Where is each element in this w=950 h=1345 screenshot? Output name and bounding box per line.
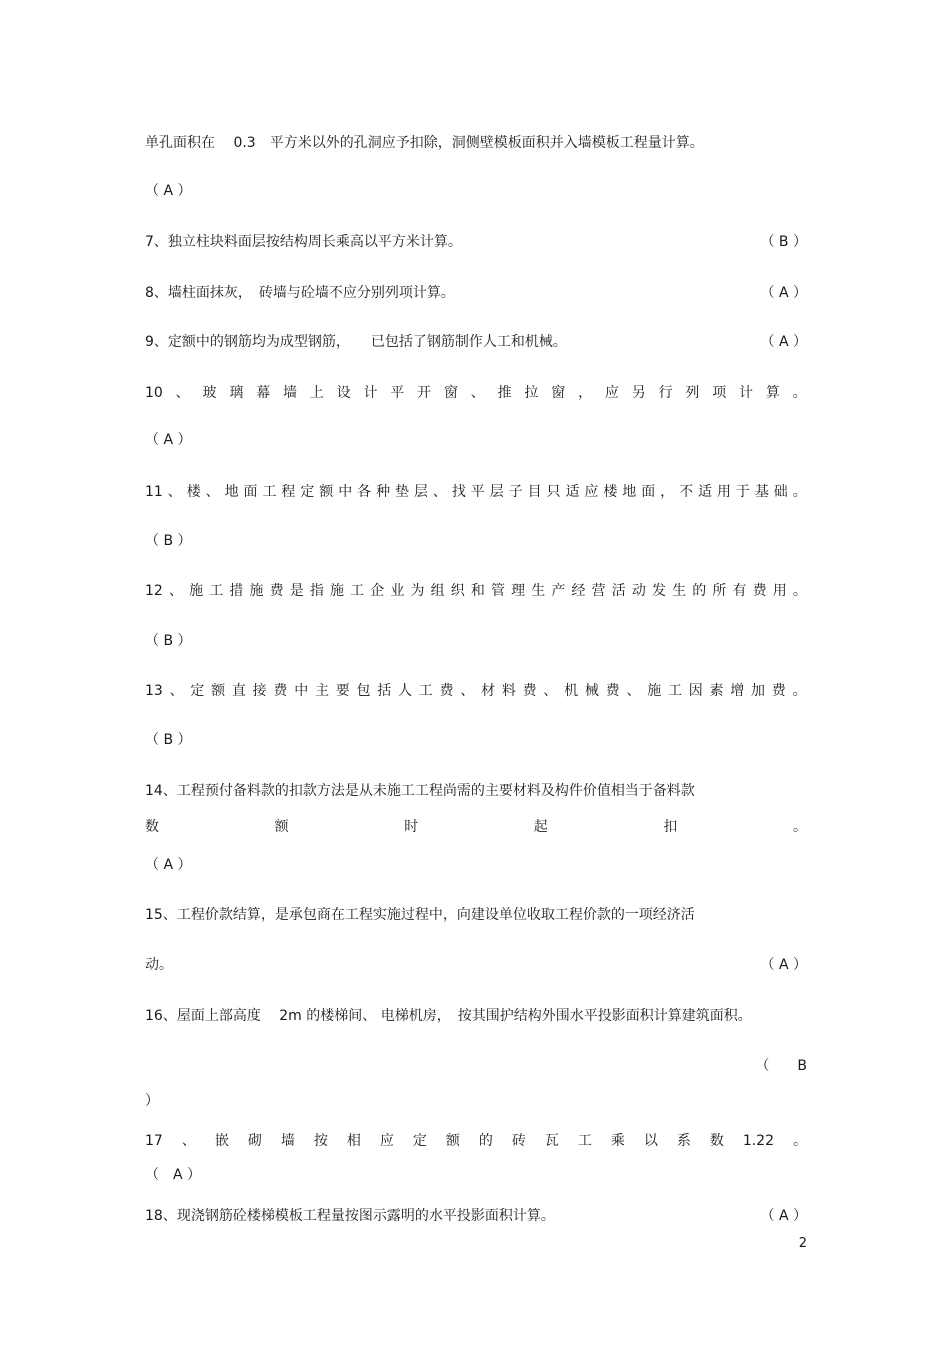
text-token: 织	[450, 583, 465, 599]
text-token: 上	[309, 385, 324, 401]
question-9: 9、定额中的钢筋均为成型钢筋， 已包括了钢筋制作人工和机械。	[145, 334, 567, 350]
text-token: 接	[252, 683, 267, 699]
text-token: 应	[604, 385, 619, 401]
text-token: 加	[751, 683, 766, 699]
text-token: 因	[688, 683, 703, 699]
text-token: 额	[274, 819, 289, 835]
text-token: 材	[481, 683, 496, 699]
text-token: 。	[792, 484, 807, 500]
text-token: 嵌	[214, 1133, 229, 1149]
text-token: 以	[643, 1133, 658, 1149]
text-token: 。	[792, 819, 807, 835]
text-token: 、	[626, 683, 641, 699]
text-token: 垫	[395, 484, 410, 500]
text-token: 地	[622, 484, 637, 500]
text-token: 推	[497, 385, 512, 401]
text-token: 。	[792, 583, 807, 599]
text-token: 和	[470, 583, 485, 599]
text-token: 经	[571, 583, 586, 599]
text-token: 中	[294, 683, 309, 699]
question-16: 16、屋面上部高度 2m 的楼梯间、 电梯机房， 按其围护结构外围水平投影面积计算建筑面积。	[145, 1008, 752, 1024]
text-token: 、	[175, 385, 190, 401]
text-token: 、	[543, 683, 558, 699]
text-token: 础	[773, 484, 788, 500]
text-token: 层	[489, 484, 504, 500]
text-token: 程	[281, 484, 296, 500]
text-token: 工	[262, 484, 277, 500]
text-token: 13	[145, 683, 163, 699]
text-token: 各	[357, 484, 372, 500]
text-token: 12	[145, 583, 163, 599]
text-token: 额	[211, 683, 226, 699]
text-token: 、	[169, 683, 184, 699]
text-token: 施	[249, 583, 264, 599]
question-8: 8、墙柱面抹灰， 砖墙与砼墙不应分别列项计算。	[145, 285, 455, 301]
text-token: 拉	[524, 385, 539, 401]
text-token: 应	[379, 1133, 394, 1149]
text-token: 业	[390, 583, 405, 599]
text-token: 械	[584, 683, 599, 699]
text-token: 活	[611, 583, 626, 599]
text-token: 增	[730, 683, 745, 699]
text-token: 动	[631, 583, 646, 599]
text-token: 时	[404, 819, 419, 835]
text-token: 1.22	[742, 1133, 774, 1149]
text-token: 用	[716, 484, 731, 500]
text-token: 定	[190, 683, 205, 699]
text-token: 平	[470, 484, 485, 500]
text-token: 按	[313, 1133, 328, 1149]
text-token: 、	[470, 385, 485, 401]
text-token: 子	[508, 484, 523, 500]
text-token: 。	[792, 683, 807, 699]
text-token: 理	[511, 583, 526, 599]
answer-17: （ A ）	[145, 1167, 202, 1183]
text-token: 费	[439, 683, 454, 699]
text-token: 于	[735, 484, 750, 500]
text-token: 机	[564, 683, 579, 699]
text-token: 要	[335, 683, 350, 699]
text-token: 费	[269, 583, 284, 599]
text-token: 主	[314, 683, 329, 699]
question-14: 14、工程预付备料款的扣款方法是从未施工工程尚需的主要材料及构件价值相当于备料款	[145, 783, 695, 799]
text-token: 、	[205, 484, 220, 500]
text-token: 窗	[443, 385, 458, 401]
text-token: 只	[546, 484, 561, 500]
question-17	[145, 1131, 807, 1151]
line-1: 单孔面积在 0.3 平方米以外的孔洞应予扣除，洞侧壁模板面积并入墙模板工程量计算。	[145, 135, 704, 151]
text-token: 定	[300, 484, 315, 500]
answer-7: （ B ）	[760, 234, 807, 250]
text-token: 17	[145, 1133, 163, 1149]
text-token: 直	[231, 683, 246, 699]
text-token: 营	[591, 583, 606, 599]
text-token: 10	[145, 385, 163, 401]
answer-12: （ B ）	[145, 633, 192, 649]
answer-14: （ A ）	[145, 857, 192, 873]
text-token: 费	[522, 683, 537, 699]
text-token: 玻	[202, 385, 217, 401]
text-token: 适	[565, 484, 580, 500]
text-token: 料	[501, 683, 516, 699]
question-12	[145, 581, 807, 601]
text-token: 费	[605, 683, 620, 699]
text-token: 楼	[186, 484, 201, 500]
text-token: 地	[224, 484, 239, 500]
text-token: 费	[771, 683, 786, 699]
text-token: 所	[712, 583, 727, 599]
text-token: 工	[350, 583, 365, 599]
text-token: 砌	[247, 1133, 262, 1149]
text-token: 面	[641, 484, 656, 500]
text-token: 窗	[551, 385, 566, 401]
text-token: 目	[527, 484, 542, 500]
text-token: 组	[430, 583, 445, 599]
text-token: 为	[410, 583, 425, 599]
text-token: 不	[679, 484, 694, 500]
text-token: 数	[145, 819, 159, 835]
text-token: 费	[752, 583, 767, 599]
answer-9: （ A ）	[760, 334, 807, 350]
text-token: 11	[145, 484, 163, 500]
text-token: 工	[577, 1133, 592, 1149]
text-token: 额	[445, 1133, 460, 1149]
answer-10: （ A ）	[145, 432, 192, 448]
text-token: 数	[709, 1133, 724, 1149]
text-token: 素	[709, 683, 724, 699]
text-token: 墙	[282, 385, 297, 401]
text-token: 包	[356, 683, 371, 699]
question-7: 7、独立柱块料面层按结构周长乘高以平方米计算。	[145, 234, 462, 250]
question-18: 18、现浇钢筋砼楼梯模板工程量按图示露明的水平投影面积计算。	[145, 1208, 555, 1224]
answer-15: （ A ）	[760, 957, 807, 973]
text-token: 计	[363, 385, 378, 401]
text-token: 、	[167, 484, 182, 500]
question-10	[145, 383, 807, 403]
question-14-cont	[145, 817, 807, 837]
text-token: 施	[329, 583, 344, 599]
answer-18: （ A ）	[760, 1208, 807, 1224]
text-token: 管	[490, 583, 505, 599]
text-token: 额	[319, 484, 334, 500]
text-token: 工	[209, 583, 224, 599]
text-token: 。	[792, 385, 807, 401]
text-token: 乘	[610, 1133, 625, 1149]
text-token: 是	[289, 583, 304, 599]
text-token: 措	[229, 583, 244, 599]
text-token: 层	[413, 484, 428, 500]
text-token: 楼	[603, 484, 618, 500]
text-token: 、	[168, 583, 183, 599]
text-token: 。	[793, 1133, 807, 1149]
question-15-cont: 动。	[145, 957, 173, 973]
text-token: 指	[309, 583, 324, 599]
answer-16-close: ）	[145, 1093, 159, 1109]
question-11	[145, 482, 807, 502]
text-token: 墙	[280, 1133, 295, 1149]
text-token: 施	[647, 683, 662, 699]
text-token: 种	[376, 484, 391, 500]
text-token: 、	[181, 1133, 196, 1149]
text-token: 发	[651, 583, 666, 599]
answer-8: （ A ）	[760, 285, 807, 301]
text-token: 中	[338, 484, 353, 500]
question-13	[145, 681, 807, 701]
text-token: 的	[692, 583, 707, 599]
text-token: 找	[451, 484, 466, 500]
text-token: 另	[631, 385, 646, 401]
text-token: 平	[390, 385, 405, 401]
text-token: 适	[698, 484, 713, 500]
text-token: 起	[533, 819, 548, 835]
text-token: 的	[478, 1133, 493, 1149]
text-token: 瓦	[544, 1133, 559, 1149]
text-token: 产	[551, 583, 566, 599]
text-token: 用	[772, 583, 787, 599]
text-token: 砖	[511, 1133, 526, 1149]
page-number: 2	[798, 1236, 807, 1251]
text-token: 人	[398, 683, 413, 699]
text-token: 算	[765, 385, 780, 401]
text-token: 施	[189, 583, 204, 599]
text-token: 工	[418, 683, 433, 699]
text-token: 系	[676, 1133, 691, 1149]
text-token: 括	[377, 683, 392, 699]
text-token: 生	[531, 583, 546, 599]
text-token: ，	[578, 385, 593, 401]
text-token: 有	[732, 583, 747, 599]
text-token: 扣	[663, 819, 678, 835]
text-token: 计	[739, 385, 754, 401]
answer-6: （ A ）	[145, 183, 192, 199]
text-token: ，	[660, 484, 675, 500]
text-token: 基	[754, 484, 769, 500]
text-token: 列	[685, 385, 700, 401]
text-token: 、	[432, 484, 447, 500]
text-token: 幕	[256, 385, 271, 401]
text-token: 璃	[229, 385, 244, 401]
text-token: 开	[417, 385, 432, 401]
text-token: 设	[336, 385, 351, 401]
answer-16-open: （ B	[755, 1058, 807, 1074]
text-token: 工	[667, 683, 682, 699]
text-token: 企	[370, 583, 385, 599]
text-token: 面	[243, 484, 258, 500]
text-token: 项	[712, 385, 727, 401]
text-token: 行	[658, 385, 673, 401]
text-token: 定	[412, 1133, 427, 1149]
text-token: 、	[460, 683, 475, 699]
text-token: 相	[346, 1133, 361, 1149]
answer-11: （ B ）	[145, 533, 192, 549]
text-token: 费	[273, 683, 288, 699]
text-token: 生	[672, 583, 687, 599]
text-token: 应	[584, 484, 599, 500]
answer-13: （ B ）	[145, 732, 192, 748]
question-15: 15、工程价款结算，是承包商在工程实施过程中，向建设单位收取工程价款的一项经济活	[145, 907, 695, 923]
